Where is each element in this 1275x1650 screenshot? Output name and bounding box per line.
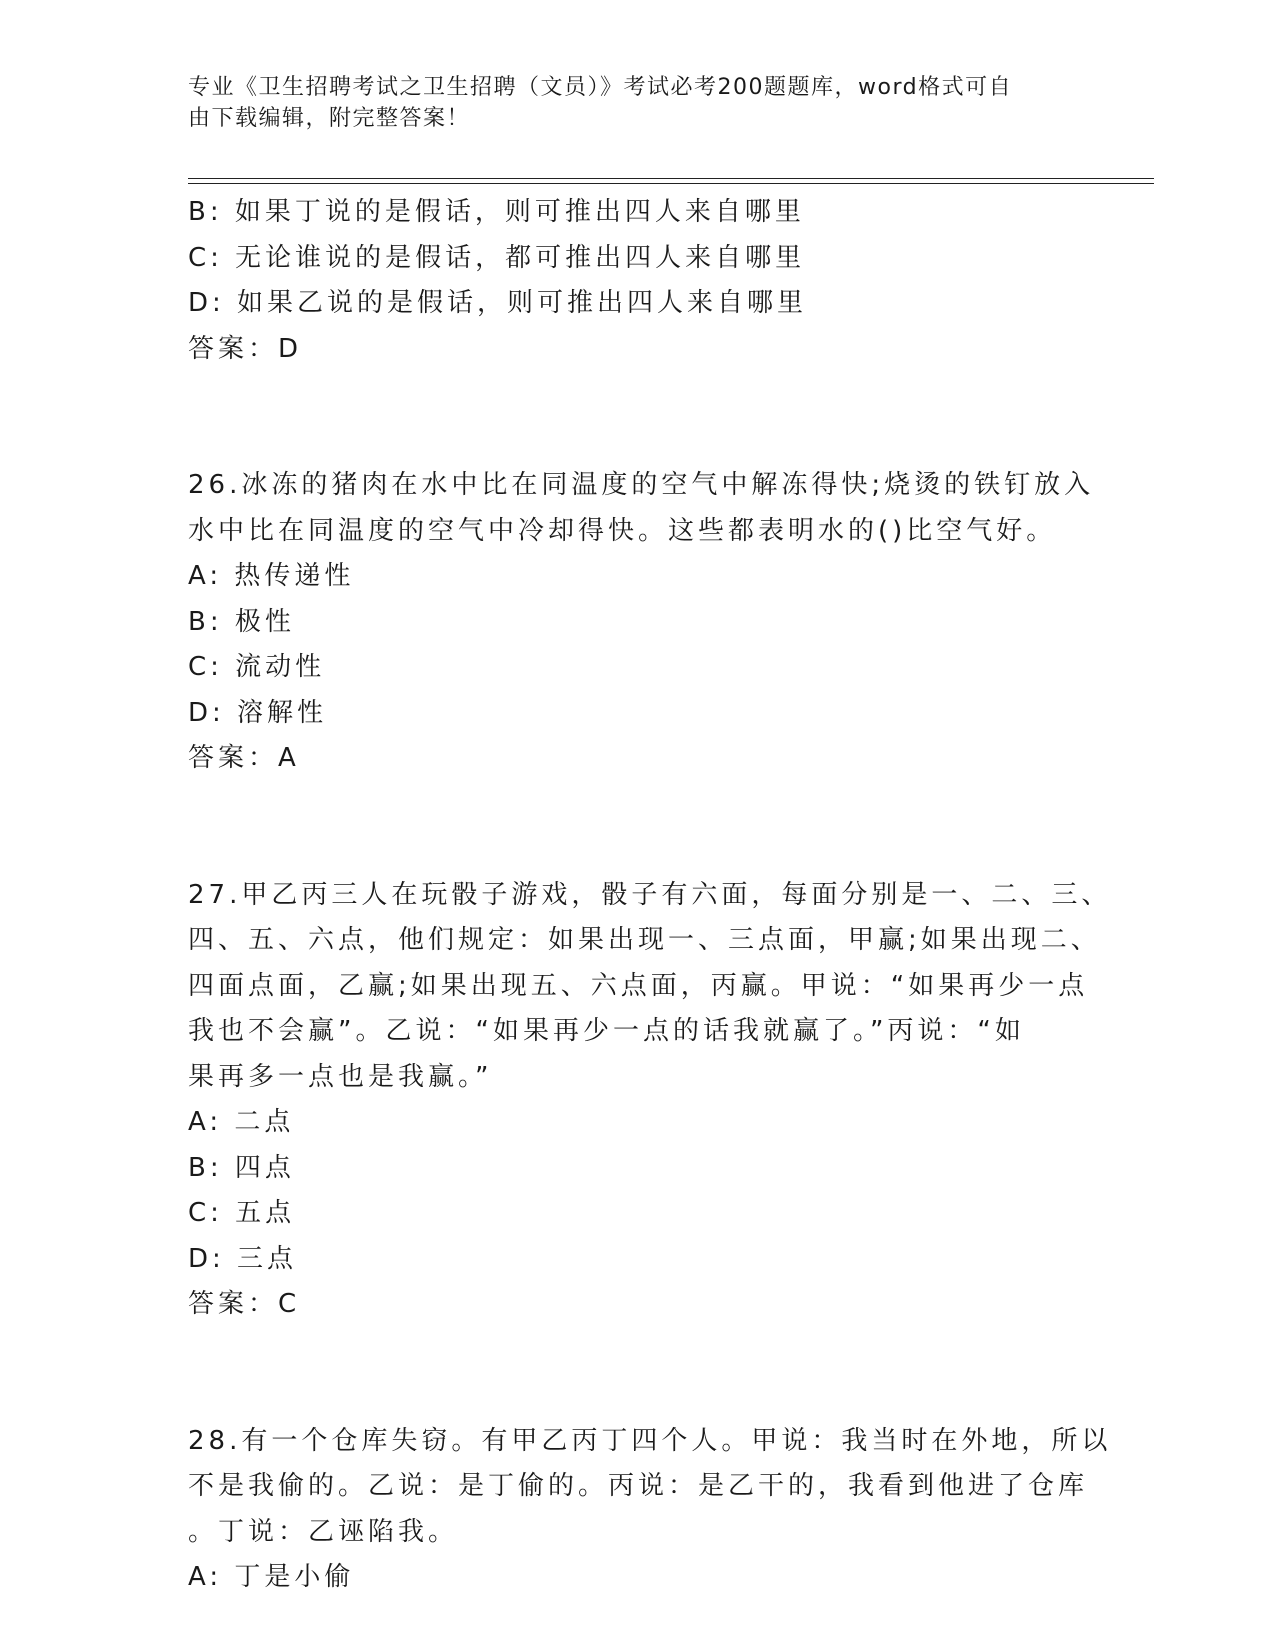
header-title-line-2: 由下载编辑，附完整答案！ [188,106,471,131]
option-b: B: 极性 [188,606,295,637]
option-a: A: 热传递性 [188,561,355,591]
question-27 [188,873,1112,1328]
spacer [188,782,1068,828]
answer-line: 答案：C [188,1289,301,1319]
question-text-line: 28.有一个仓库失窃。有甲乙丙丁四个人。甲说：我当时在外地，所以 [188,1425,1112,1456]
spacer [188,1373,1068,1419]
question-text-line: 我也不会赢”。乙说：“如果再少一点的话我就赢了。”丙说：“如 [188,1016,1025,1046]
question-text-line: 水中比在同温度的空气中冷却得快。这些都表明水的()比空气好。 [188,515,1057,546]
header-divider-bottom [188,183,1154,184]
spacer [188,1328,1068,1374]
header-title-line-1: 专业《卫生招聘考试之卫生招聘（文员）》考试必考200题题库，word格式可自 [188,75,1013,100]
answer-line: 答案：D [188,333,303,364]
spacer [188,372,1068,418]
document-header [188,72,1068,134]
question-text-line: 26.冰冻的猪肉在水中比在同温度的空气中解冻得快;烧烫的铁钉放入 [188,470,1095,500]
question-list [188,190,1112,1601]
question-prev [188,190,1068,372]
question-text-line: 四、五、六点，他们规定：如果出现一、三点面，甲赢;如果出现二、 [188,925,1101,955]
option-d: D: 三点 [188,1243,298,1274]
option-d: D: 溶解性 [188,697,328,728]
option-b: B: 如果丁说的是假话，则可推出四人来自哪里 [188,197,805,227]
option-c: C: 流动性 [188,652,326,682]
question-text-line: 27.甲乙丙三人在玩骰子游戏，骰子有六面，每面分别是一、二、三、 [188,879,1112,910]
option-c: C: 无论谁说的是假话，都可推出四人来自哪里 [188,242,806,273]
answer-line: 答案：A [188,743,300,773]
question-text-line: 四面点面，乙赢;如果出现五、六点面，丙赢。甲说：“如果再少一点 [188,970,1089,1001]
question-text-line: 果再多一点也是我赢。” [188,1061,493,1092]
option-a: A: 二点 [188,1107,295,1137]
option-a: A: 丁是小偷 [188,1562,355,1592]
option-d: D: 如果乙说的是假话，则可推出四人来自哪里 [188,288,808,318]
option-c: C: 五点 [188,1198,296,1228]
question-text-line: 不是我偷的。乙说：是丁偷的。丙说：是乙干的，我看到他进了仓库 [188,1471,1089,1501]
question-text-line: 。丁说：乙诬陷我。 [188,1516,459,1547]
option-b: B: 四点 [188,1152,295,1183]
question-26 [188,463,1095,782]
question-28 [188,1419,1112,1601]
header-divider-top [188,178,1154,179]
spacer [188,827,1068,873]
spacer [188,418,1068,464]
